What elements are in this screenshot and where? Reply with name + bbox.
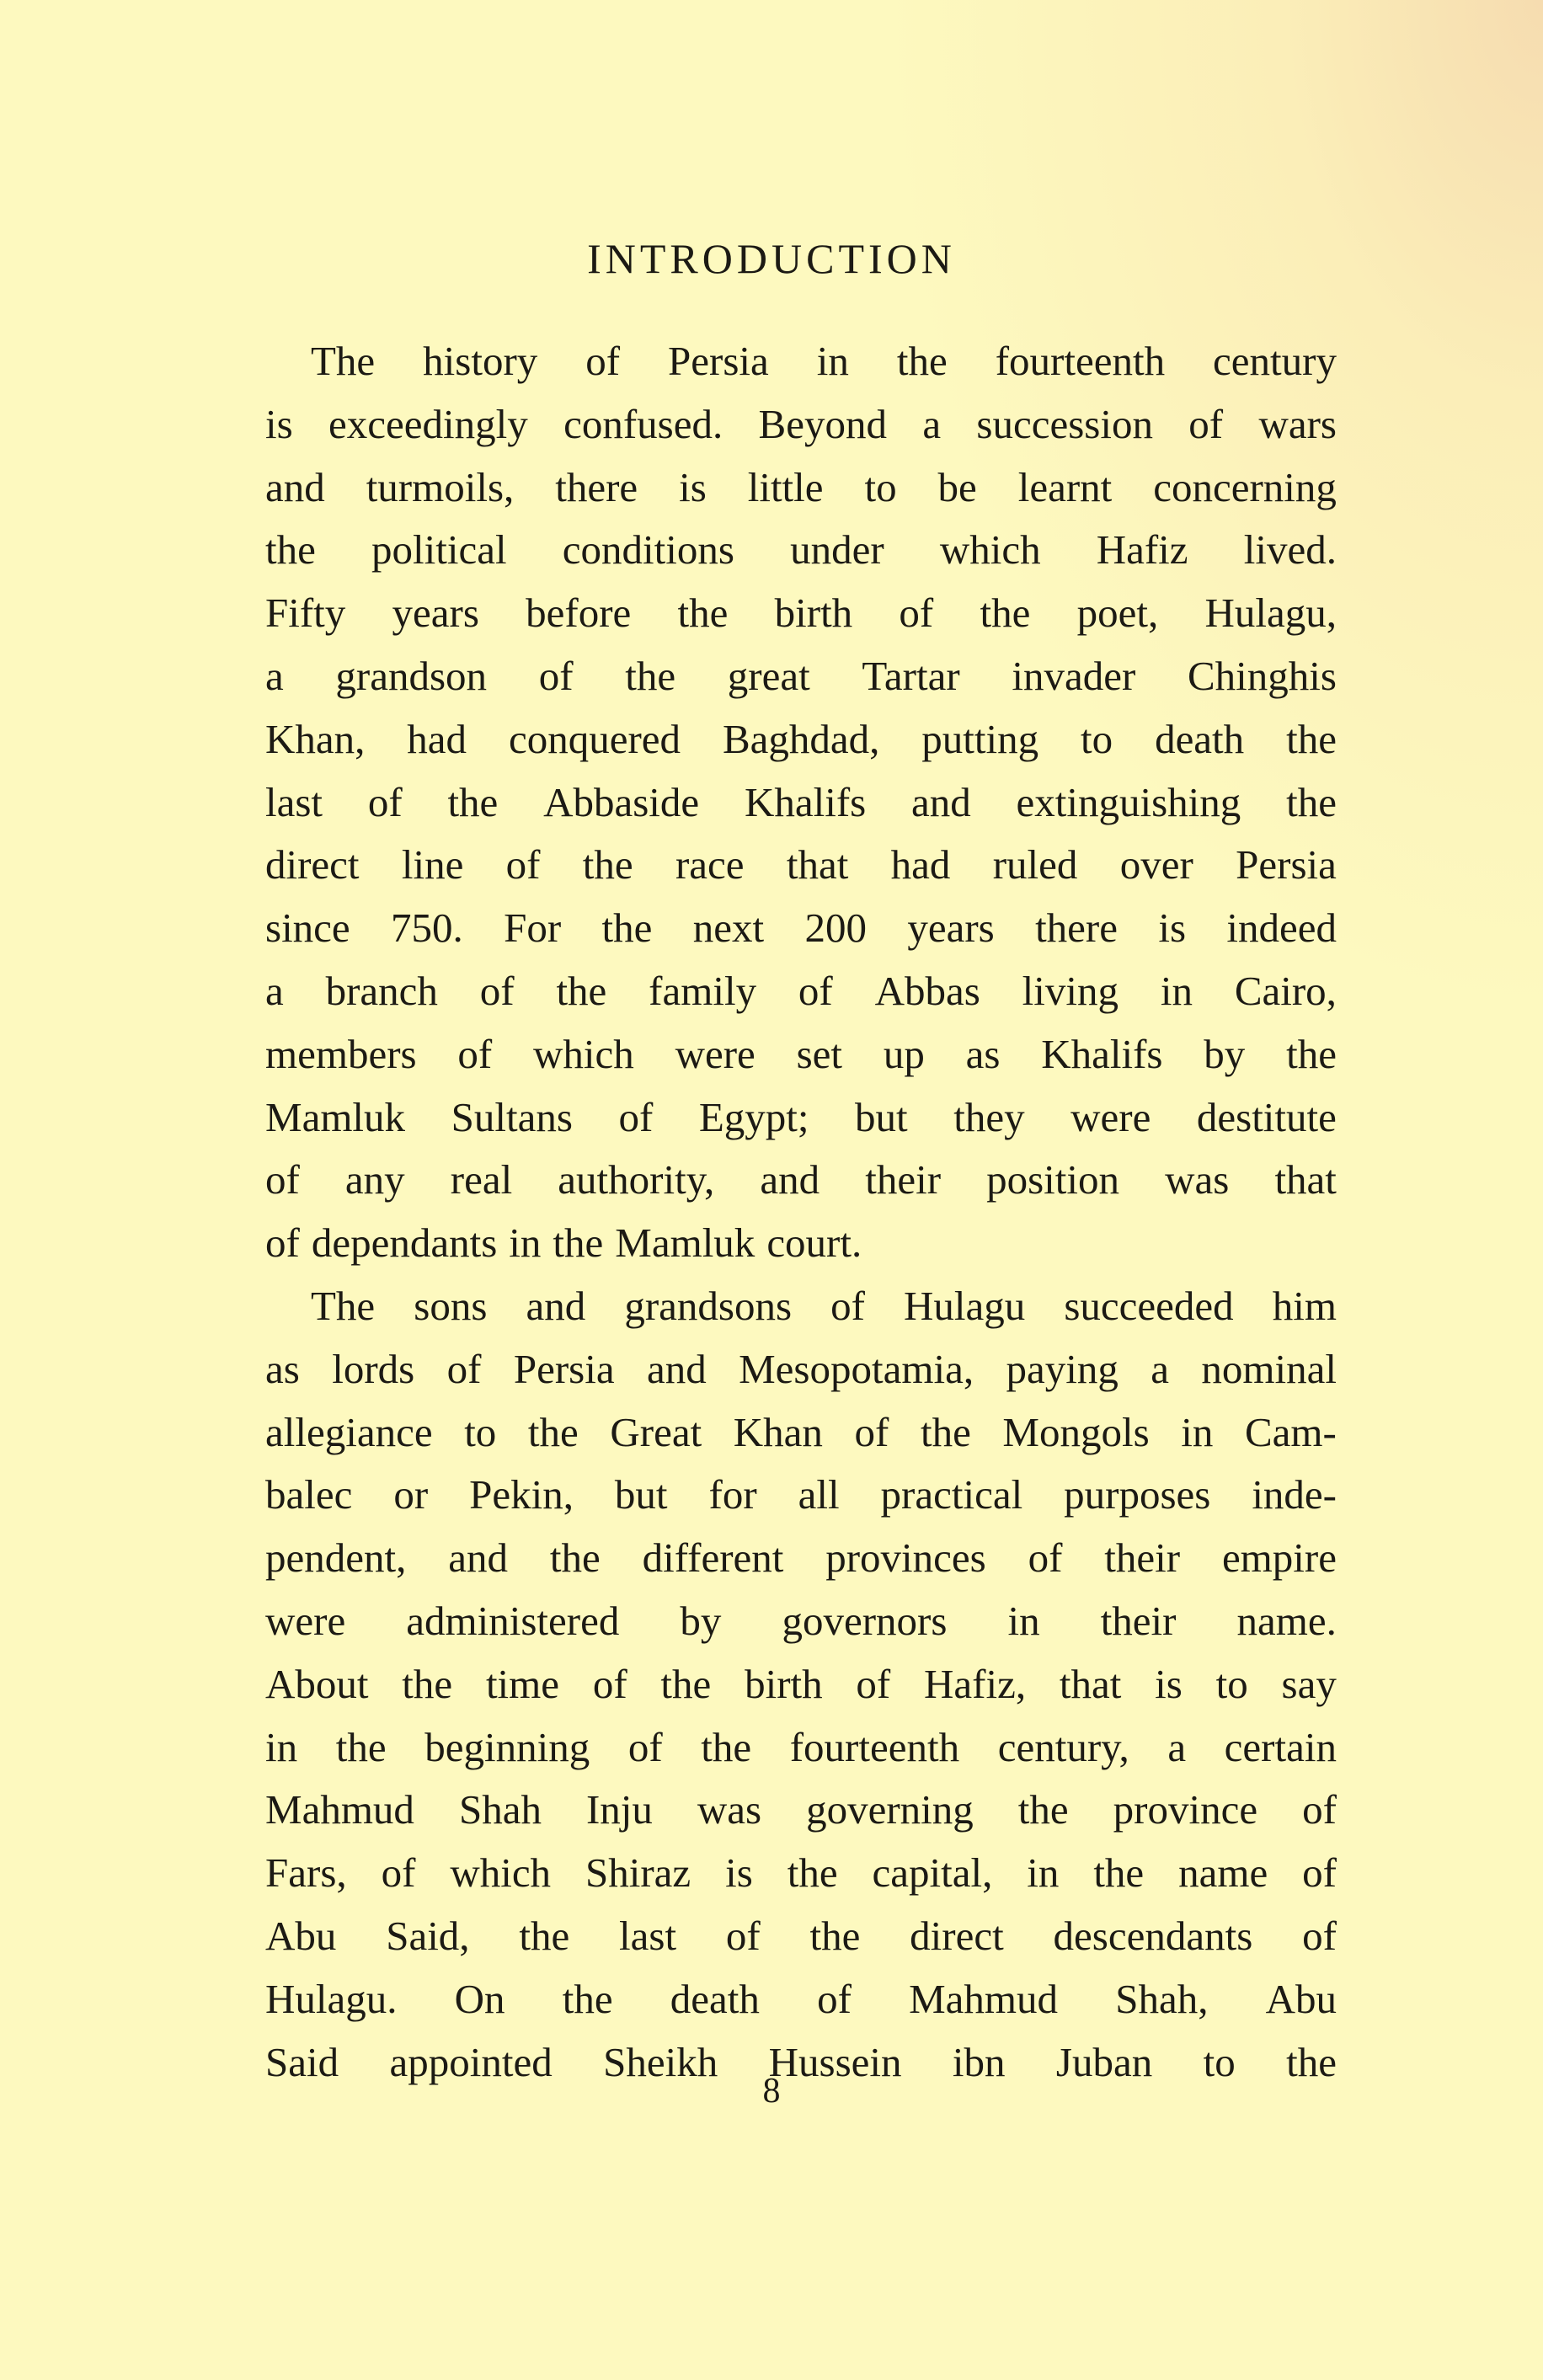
text-line: were administered by governors in their name.	[265, 1597, 1337, 1644]
page-number: 8	[762, 2072, 781, 2111]
text-line: Mahmud Shah Inju was governing the province of	[265, 1786, 1337, 1833]
text-line: Fars, of which Shiraz is the capital, in the name of	[265, 1849, 1337, 1897]
text-line: as lords of Persia and Mesopotamia, paying a nominal	[265, 1345, 1337, 1392]
text-line: of dependants in the Mamluk court.	[265, 1219, 862, 1267]
text-line: the political conditions under which Hafiz lived.	[265, 526, 1337, 574]
text-line: members of which were set up as Khalifs by the	[265, 1030, 1337, 1077]
text-line: since 750. For the next 200 years there is indeed	[265, 905, 1337, 952]
text-line: pendent, and the different provinces of their empire	[265, 1534, 1337, 1582]
text-line: direct line of the race that had ruled over Persia	[265, 841, 1337, 888]
text-line: in the beginning of the fourteenth century, a certain	[265, 1723, 1337, 1770]
chapter-heading: INTRODUCTION	[587, 235, 956, 282]
text-line: Abu Said, the last of the direct descendants of	[265, 1912, 1337, 1959]
body-text	[265, 330, 1337, 2094]
text-line: a branch of the family of Abbas living in Cairo,	[265, 967, 1337, 1014]
text-line: a grandson of the great Tartar invader Chinghis	[265, 652, 1337, 699]
text-line: allegiance to the Great Khan of the Mongols in Cam-	[265, 1408, 1337, 1455]
text-line: About the time of the birth of Hafiz, that is to say	[265, 1660, 1337, 1707]
text-line: balec or Pekin, but for all practical purposes inde-	[265, 1471, 1337, 1518]
text-line: Khan, had conquered Baghdad, putting to death the	[265, 715, 1337, 762]
text-line: Fifty years before the birth of the poet, Hulagu,	[265, 590, 1337, 637]
text-line: Hulagu. On the death of Mahmud Shah, Abu	[265, 1975, 1337, 2022]
text-line: last of the Abbaside Khalifs and extinguishing the	[265, 778, 1337, 825]
text-line: Mamluk Sultans of Egypt; but they were destitute	[265, 1093, 1337, 1140]
text-line: The history of Persia in the fourteenth century	[311, 338, 1337, 384]
text-line: The sons and grandsons of Hulagu succeeded him	[311, 1282, 1337, 1329]
text-line: and turmoils, there is little to be learnt concerning	[265, 463, 1337, 510]
text-line: of any real authority, and their position was that	[265, 1156, 1337, 1203]
text-line: Said appointed Sheikh Hussein ibn Juban to the	[265, 2038, 1337, 2085]
text-line: is exceedingly confused. Beyond a succession of wars	[265, 400, 1337, 447]
